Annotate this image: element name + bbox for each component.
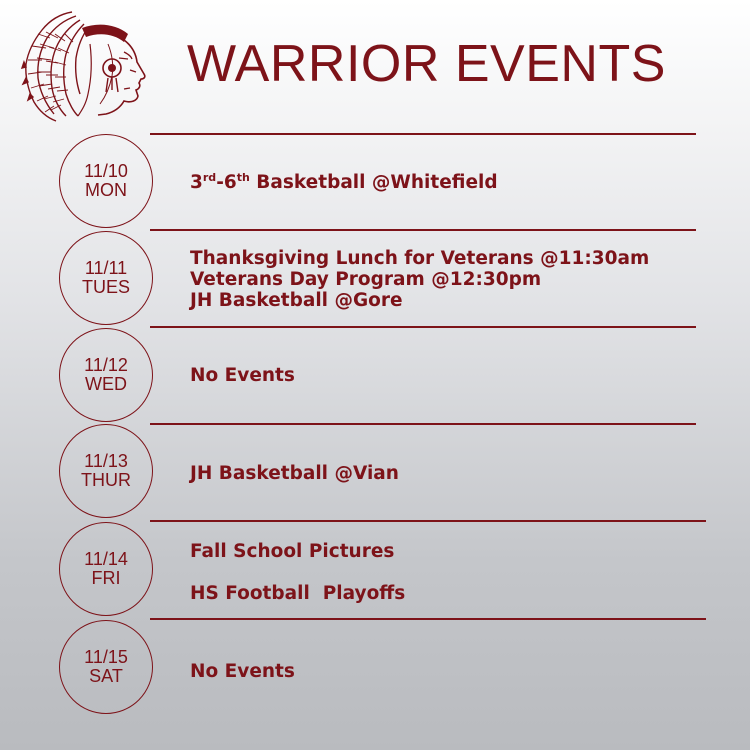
row-divider [150,520,706,522]
event-item [190,365,295,386]
event-text: Basketball @Whitefield [249,172,498,193]
day-badge-mon [59,134,153,228]
event-text: HS Football Playoffs [190,583,406,604]
row-divider [150,618,706,620]
event-text: -6 [216,172,237,193]
event-item [190,541,394,562]
page-title: WARRIOR EVENTS [187,35,666,93]
event-text: 3 [190,172,203,193]
event-text: Thanksgiving Lunch for Veterans @11:30am [190,248,650,269]
day-badge-fri [59,522,153,616]
day-date: 11/14 [84,549,128,569]
warrior-headdress-logo-icon [20,4,152,122]
day-badge-thur [59,424,153,518]
day-weekday: TUES [81,277,130,297]
event-item [190,172,498,193]
row-divider [150,133,696,135]
event-text: No Events [190,365,295,386]
day-badge-tues [59,231,153,325]
event-item [190,661,295,682]
event-item [190,290,403,311]
day-badge-sat [59,620,153,714]
row-divider [150,326,696,328]
row-divider [150,423,696,425]
event-item [190,583,405,604]
day-weekday: MON [85,180,127,200]
day-badge-wed [59,328,153,422]
event-text: JH Basketball @Gore [190,290,403,311]
day-date: 11/10 [84,161,128,181]
event-text: JH Basketball @Vian [190,463,399,484]
day-weekday: WED [85,374,127,394]
event-superscript: rd [202,171,217,184]
day-date: 11/11 [84,258,128,278]
event-item [190,269,541,290]
row-divider [150,229,696,231]
event-text: Veterans Day Program @12:30pm [190,269,542,290]
day-weekday: FRI [91,568,121,588]
event-item [190,463,399,484]
event-superscript: th [236,171,250,184]
day-date: 11/13 [84,451,128,471]
day-weekday: THUR [81,470,131,490]
event-text: Fall School Pictures [190,541,395,562]
day-weekday: SAT [89,666,123,686]
day-date: 11/12 [84,355,128,375]
event-item [190,248,649,269]
event-text: No Events [190,661,295,682]
day-date: 11/15 [84,647,128,667]
